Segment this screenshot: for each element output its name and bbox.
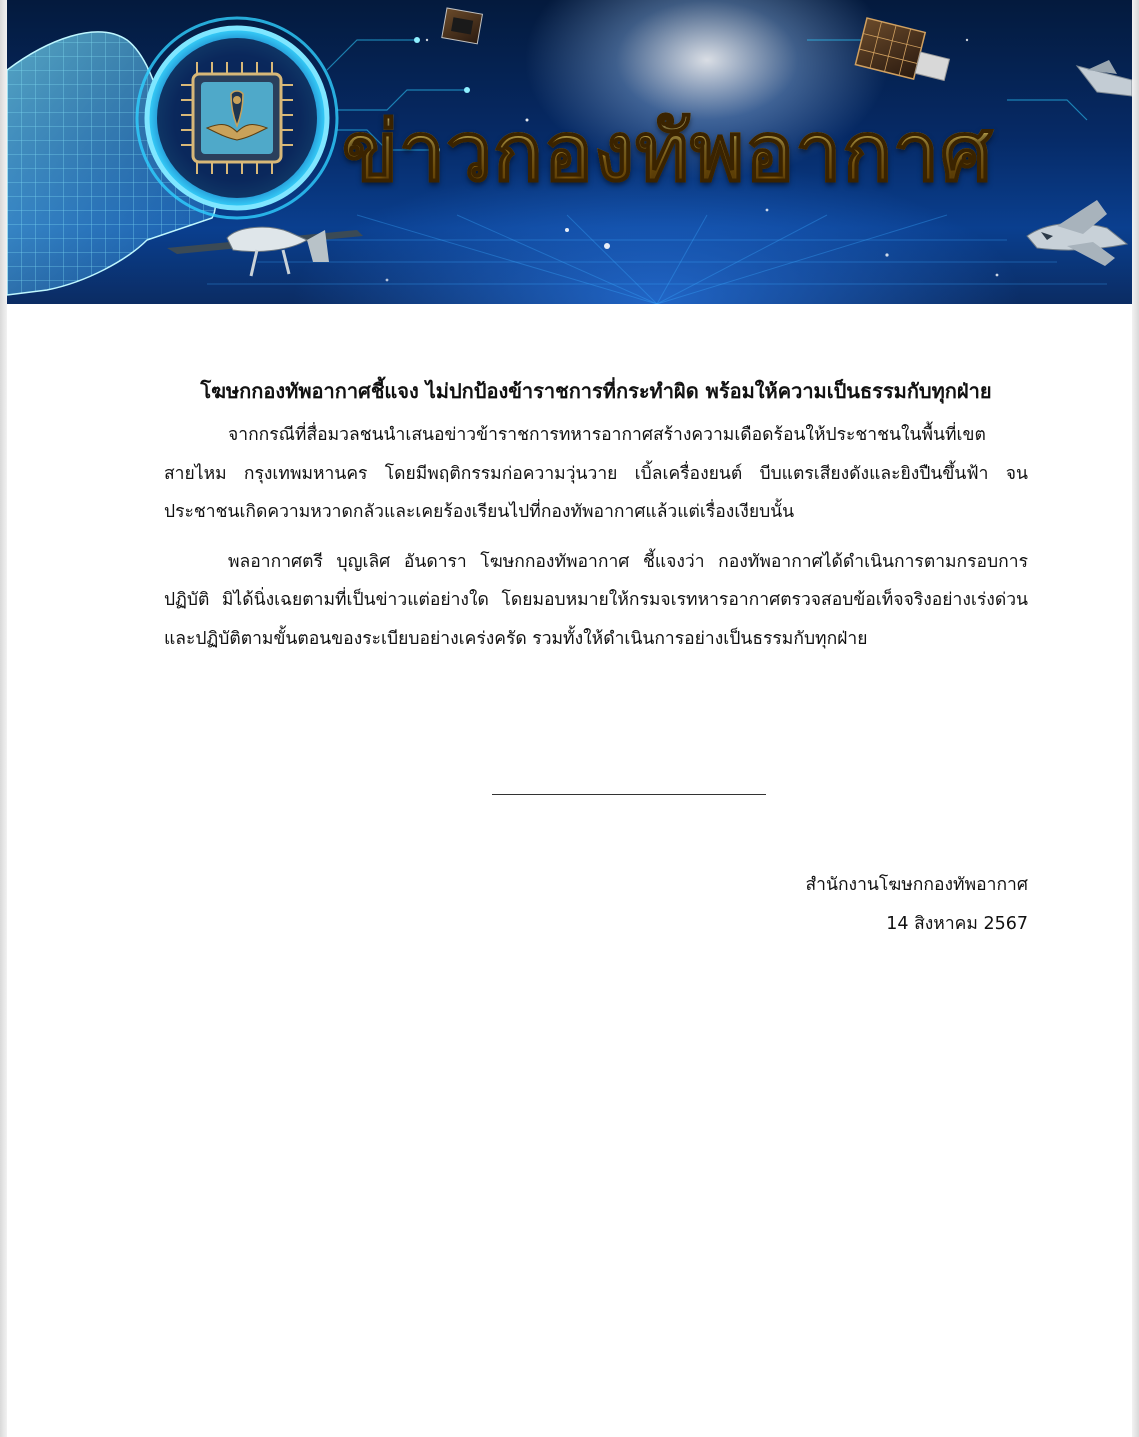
paragraph-1: จากกรณีที่สื่อมวลชนนำเสนอข่าวข้าราชการทหารอากาศสร้างความเดือดร้อนให้ประชาชนในพื้นที่เขตสายไหม กรุงเทพมหานคร โดยมีพฤติกรรมก่อความวุ่นวาย เบิ้ลเครื่องยนต์ บีบแตรเสียงดังและยิงปืนขึ้นฟ้า จนประชาชนเกิดความหวาดกลัวและเคยร้องเรียนไปที่กองทัพอากาศแล้วแต่เรื่องเงียบนั้น — [164, 425, 1028, 522]
paragraph-2: พลอากาศตรี บุญเลิศ อันดารา โฆษกกองทัพอากาศ ชี้แจงว่า กองทัพอากาศได้ดำเนินการตามกรอบการปฏิบัติ มิได้นิ่งเฉยตามที่เป็นข่าวแต่อย่างใด โดยมอบหมายให้กรมจเรทหารอากาศตรวจสอบข้อเท็จจริงอย่างเร่งด่วนและปฏิบัติตามขั้นตอนของระเบียบอย่างเคร่งครัด รวมทั้งให้ดำเนินการอย่างเป็นธรรมกับทุกฝ่าย — [164, 551, 1028, 649]
signoff-block — [700, 866, 1028, 943]
document-body — [164, 370, 1028, 669]
signoff-date: 14 สิงหาคม 2567 — [886, 913, 1028, 934]
satellite-icon — [442, 8, 483, 44]
signature-divider — [492, 794, 766, 795]
page-edge-left — [0, 0, 7, 1437]
fighter-jet-lower-icon — [1027, 200, 1127, 266]
header-banner — [7, 0, 1132, 304]
banner-title: ข่าวกองทัพอากาศ — [342, 98, 1122, 208]
page-edge-right — [1132, 0, 1139, 1437]
drone-icon — [167, 227, 363, 276]
chip-emblem-icon — [137, 18, 337, 218]
grid-floor — [207, 215, 1107, 304]
fighter-jet-icon — [1077, 60, 1132, 96]
solar-satellite-icon — [855, 18, 954, 86]
document-title: โฆษกกองทัพอากาศชี้แจง ไม่ปกป้องข้าราชการที่กระทำผิด พร้อมให้ความเป็นธรรมกับทุกฝ่าย — [200, 379, 992, 403]
signoff-office: สำนักงานโฆษกกองทัพอากาศ — [805, 875, 1028, 895]
